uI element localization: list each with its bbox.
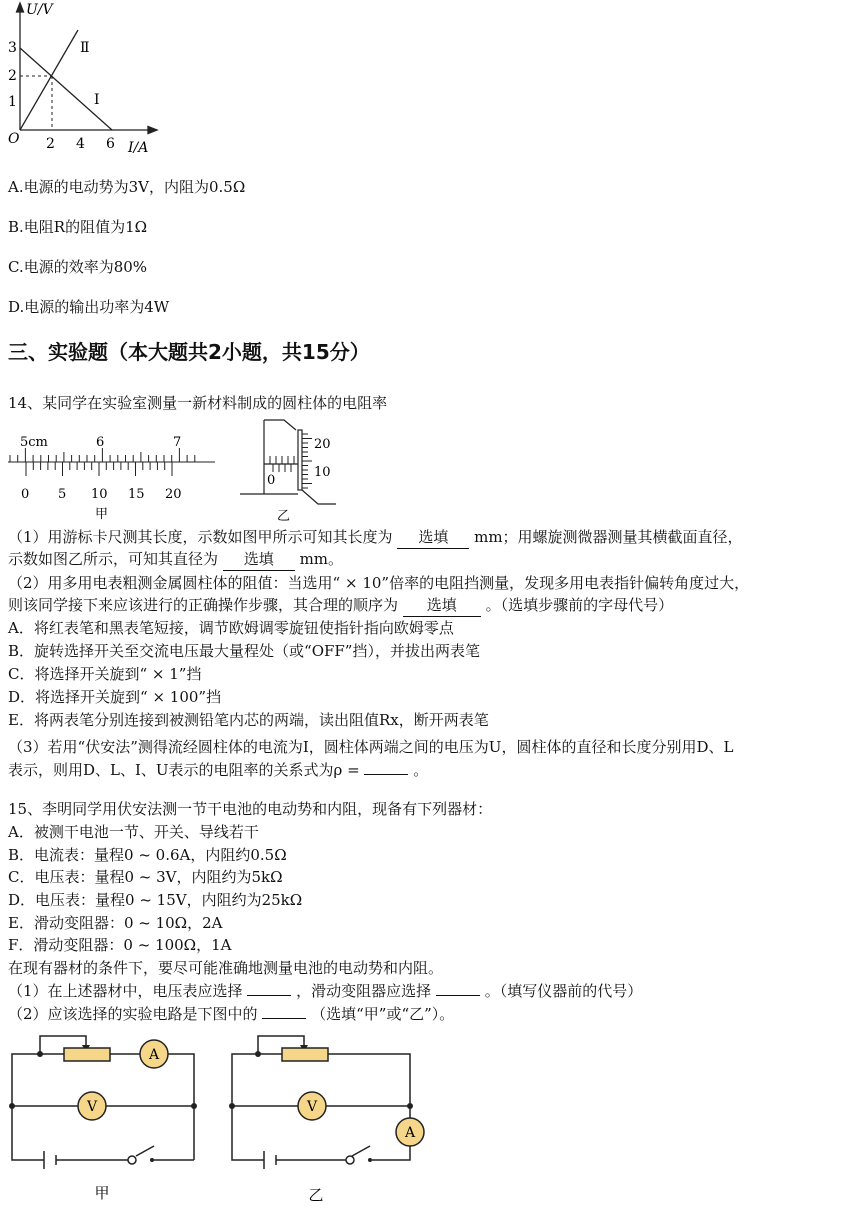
circuit-jia xyxy=(9,1036,197,1202)
circuit-caption-jia: 甲 xyxy=(94,1184,110,1202)
q15-part2-text-a: （2）应该选择的实验电路是下图中的 xyxy=(8,1005,258,1023)
q14-blank-resistivity[interactable] xyxy=(364,760,408,775)
micrometer-label-20: 20 xyxy=(314,437,331,452)
y-tick-2: 2 xyxy=(8,68,17,84)
vernier-label-10: 10 xyxy=(91,487,108,502)
micrometer-label-10: 10 xyxy=(314,465,331,480)
q14-step-c: C．将选择开关旋到“ × 1”挡 xyxy=(8,665,202,683)
q15-item-c: C．电压表：量程0 ~ 3V，内阻约为5kΩ xyxy=(8,868,283,886)
q14-step-e: E．将两表笔分别连接到被测铅笔内芯的两端，读出阻值Rx，断开两表笔 xyxy=(8,711,489,729)
vernier-label-0: 0 xyxy=(21,487,30,502)
x-tick-2: 2 xyxy=(46,136,55,152)
origin-label: O xyxy=(8,131,20,147)
micrometer-figure xyxy=(236,416,346,526)
q14-part3-text-c: 。 xyxy=(413,761,429,779)
q14-part2-text-b: 则该同学接下来应该进行的正确操作步骤，其合理的顺序为 xyxy=(8,596,399,614)
q15-condition: 在现有器材的条件下，要尽可能准确地测量电池的电动势和内阻。 xyxy=(8,959,444,977)
q15-stem: 15、李明同学用伏安法测一节干电池的电动势和内阻，现备有下列器材： xyxy=(8,800,493,818)
q15-part1-text-c: 。（填写仪器前的代号） xyxy=(484,982,643,1000)
q15-part1-text-a: （1）在上述器材中，电压表应选择 xyxy=(8,982,243,1000)
q13-option-a: A.电源的电动势为3V，内阻为0.5Ω xyxy=(8,178,246,196)
q14-part3-line2 xyxy=(8,759,428,781)
q14-part3-text-b: 表示，则用D、L、I、U表示的电阻率的关系式为ρ = xyxy=(8,761,365,779)
caliper-main-label-7: 7 xyxy=(173,435,182,450)
q15-part2 xyxy=(8,1003,454,1025)
q14-blank-length[interactable]: 选填 xyxy=(397,526,469,549)
q13-option-b: B.电阻R的阻值为1Ω xyxy=(8,218,148,236)
caliper-main-label-5cm: 5cm xyxy=(20,435,48,450)
q15-item-a: A．被测干电池一节、开关、导线若干 xyxy=(8,823,259,841)
vernier-label-5: 5 xyxy=(58,487,67,502)
q14-blank-diameter[interactable]: 选填 xyxy=(223,548,295,571)
circuit-caption-yi: 乙 xyxy=(308,1186,324,1204)
vernier-label-20: 20 xyxy=(165,487,182,502)
q15-blank-circuit[interactable] xyxy=(262,1004,306,1019)
micrometer-caption: 乙 xyxy=(277,509,291,524)
q13-option-c: C.电源的效率为80% xyxy=(8,258,148,276)
q14-part3-line1: （3）若用“伏安法”测得流经圆柱体的电流为I，圆柱体两端之间的电压为U，圆柱体的直径和长度分别用D、L xyxy=(8,738,734,756)
q14-part1-line1 xyxy=(8,526,743,549)
line-label-2: Ⅱ xyxy=(80,40,90,56)
x-tick-6: 6 xyxy=(106,136,115,152)
vernier-label-15: 15 xyxy=(128,487,145,502)
circuit-yi xyxy=(229,1036,424,1204)
voltmeter-label-jia: V xyxy=(86,1099,98,1115)
q14-part1-text-a: （1）用游标卡尺测其长度，示数如图甲所示可知其长度为 xyxy=(8,528,393,546)
x-axis-label: I/A xyxy=(128,140,149,156)
q15-part1 xyxy=(8,980,642,1002)
q15-item-f: F．滑动变阻器：0 ~ 100Ω，1A xyxy=(8,936,232,954)
ammeter-label-yi: A xyxy=(404,1125,416,1141)
vernier-caliper-figure xyxy=(0,420,230,520)
q14-part2-line1: （2）用多用电表粗测金属圆柱体的阻值：当选用“ × 10”倍率的电阻挡测量，发现多用电表指针偏转角度过大， xyxy=(8,574,750,592)
q13-option-d: D.电源的输出功率为4W xyxy=(8,298,170,316)
line-label-1: Ⅰ xyxy=(94,92,100,108)
circuit-diagrams xyxy=(0,1030,440,1216)
q14-part1-line2 xyxy=(8,548,343,571)
q15-item-e: E．滑动变阻器：0 ~ 10Ω，2A xyxy=(8,914,223,932)
q15-blank-voltmeter[interactable] xyxy=(247,981,291,996)
micrometer-label-0: 0 xyxy=(267,473,276,488)
q14-part1-text-c: 示数如图乙所示，可知其直径为 xyxy=(8,550,219,568)
q14-step-d: D．将选择开关旋到“ × 100”挡 xyxy=(8,688,222,706)
q14-part1-text-b: mm；用螺旋测微器测量其横截面直径， xyxy=(474,528,743,546)
q14-part2-line2 xyxy=(8,594,673,617)
q15-item-d: D．电压表：量程0 ~ 15V，内阻约为25kΩ xyxy=(8,891,303,909)
y-tick-1: 1 xyxy=(8,94,17,110)
voltmeter-label-yi: V xyxy=(306,1099,318,1115)
q14-step-a: A．将红表笔和黑表笔短接，调节欧姆调零旋钮使指针指向欧姆零点 xyxy=(8,619,454,637)
q15-part2-text-b: （选填“甲”或“乙”）。 xyxy=(311,1005,455,1023)
u-i-graph xyxy=(0,0,170,160)
q14-stem: 14、某同学在实验室测量一新材料制成的圆柱体的电阻率 xyxy=(8,394,388,412)
q14-step-b: B．旋转选择开关至交流电压最大量程处（或“OFF”挡），并拔出两表笔 xyxy=(8,642,480,660)
y-tick-3: 3 xyxy=(8,40,17,56)
caliper-main-label-6: 6 xyxy=(96,435,105,450)
caliper-caption: 甲 xyxy=(95,507,109,520)
section-title: 三、实验题（本大题共2小题，共15分） xyxy=(8,340,370,364)
q15-item-b: B．电流表：量程0 ~ 0.6A，内阻约0.5Ω xyxy=(8,846,287,864)
q14-blank-order[interactable]: 选填 xyxy=(403,594,481,617)
q15-blank-rheostat[interactable] xyxy=(436,981,480,996)
y-axis-label: U/V xyxy=(26,2,53,18)
ammeter-label-jia: A xyxy=(148,1047,160,1063)
q15-part1-text-b: ，滑动变阻器应选择 xyxy=(296,982,432,1000)
q14-part1-text-d: mm。 xyxy=(299,550,344,568)
x-tick-4: 4 xyxy=(76,136,85,152)
q14-part2-text-c: 。（选填步骤前的字母代号） xyxy=(485,596,674,614)
